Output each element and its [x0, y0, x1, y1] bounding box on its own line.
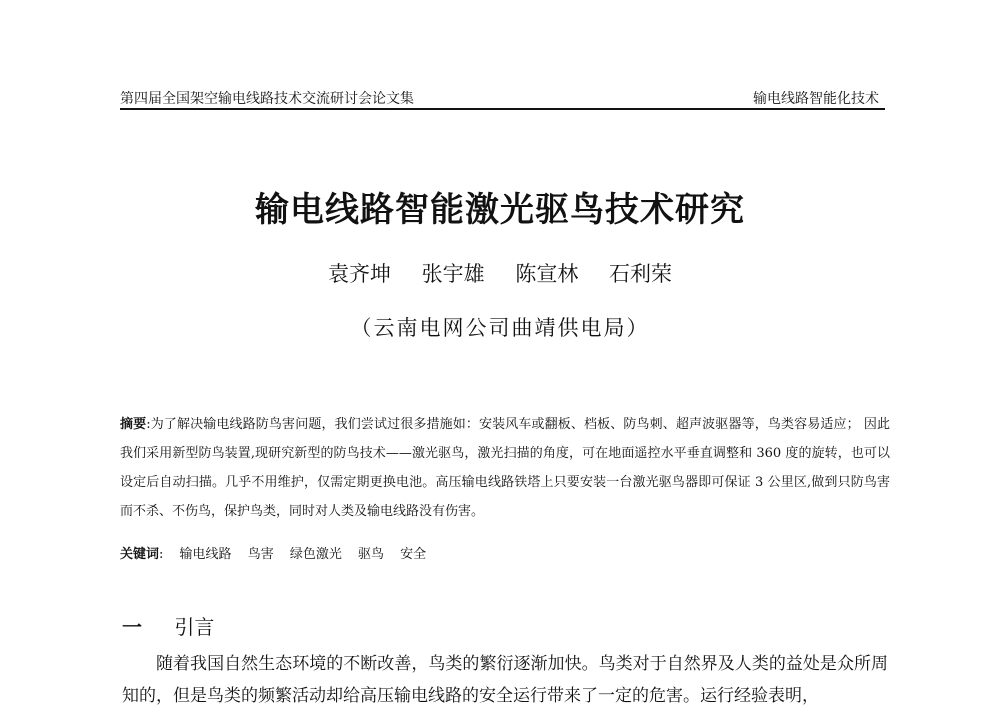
keyword: 输电线路 — [179, 547, 232, 562]
section-number: 一 — [122, 615, 142, 639]
abstract — [120, 410, 890, 526]
keyword: 驱鸟 — [358, 547, 385, 562]
author-name: 石利荣 — [609, 262, 673, 286]
abstract-text: :为了解决输电线路防鸟害问题，我们尝试过很多措施如：安装风车或翻板、档板、防鸟刺、超声波驱器等，鸟类容易适应； 因此我们采用新型防鸟装置,现研究新型的防鸟技术——激光驱鸟，激光扫描的角度，可在地面遥控水平垂直调整和 360 度的旋转，也可以设定后自动扫描。几乎不用维护，仅需定期更换电池。高压输电线路铁塔上只要安装一台激光驱鸟器即可保证 3 公里区,做到只防鸟害而不杀、不伤鸟，保护鸟类，同时对人类及输电线路没有伤害。 — [120, 417, 890, 519]
affiliation: （云南电网公司曲靖供电局） — [350, 316, 650, 340]
section-heading — [122, 611, 214, 640]
keyword: 安全 — [400, 547, 427, 562]
keyword: 鸟害 — [247, 547, 274, 562]
section-title: 引言 — [174, 615, 215, 639]
author-name: 袁齐坤 — [327, 262, 391, 286]
header-proceedings-title: 第四届全国架空输电线路技术交流研讨会论文集 — [120, 91, 414, 107]
header-section-topic: 输电线路智能化技术 — [753, 91, 879, 107]
keywords-label: 关键词 — [120, 547, 160, 562]
keyword: 绿色激光 — [289, 547, 342, 562]
running-header — [120, 86, 885, 110]
author-name: 陈宣林 — [515, 262, 579, 286]
keywords: 关键词: 输电线路 鸟害 绿色激光 驱鸟 安全 — [120, 547, 427, 562]
abstract-label: 摘要 — [120, 417, 147, 432]
author-list — [0, 258, 1000, 288]
body-paragraph: 随着我国自然生态环境的不断改善，鸟类的繁衍逐渐加快。鸟类对于自然界及人类的益处是众所周知的，但是鸟类的频繁活动却给高压输电线路的安全运行带来了一定的危害。运行经验表明， — [122, 654, 888, 706]
author-name: 张宇雄 — [421, 262, 485, 286]
paper-title: 输电线路智能激光驱鸟技术研究 — [255, 190, 745, 230]
